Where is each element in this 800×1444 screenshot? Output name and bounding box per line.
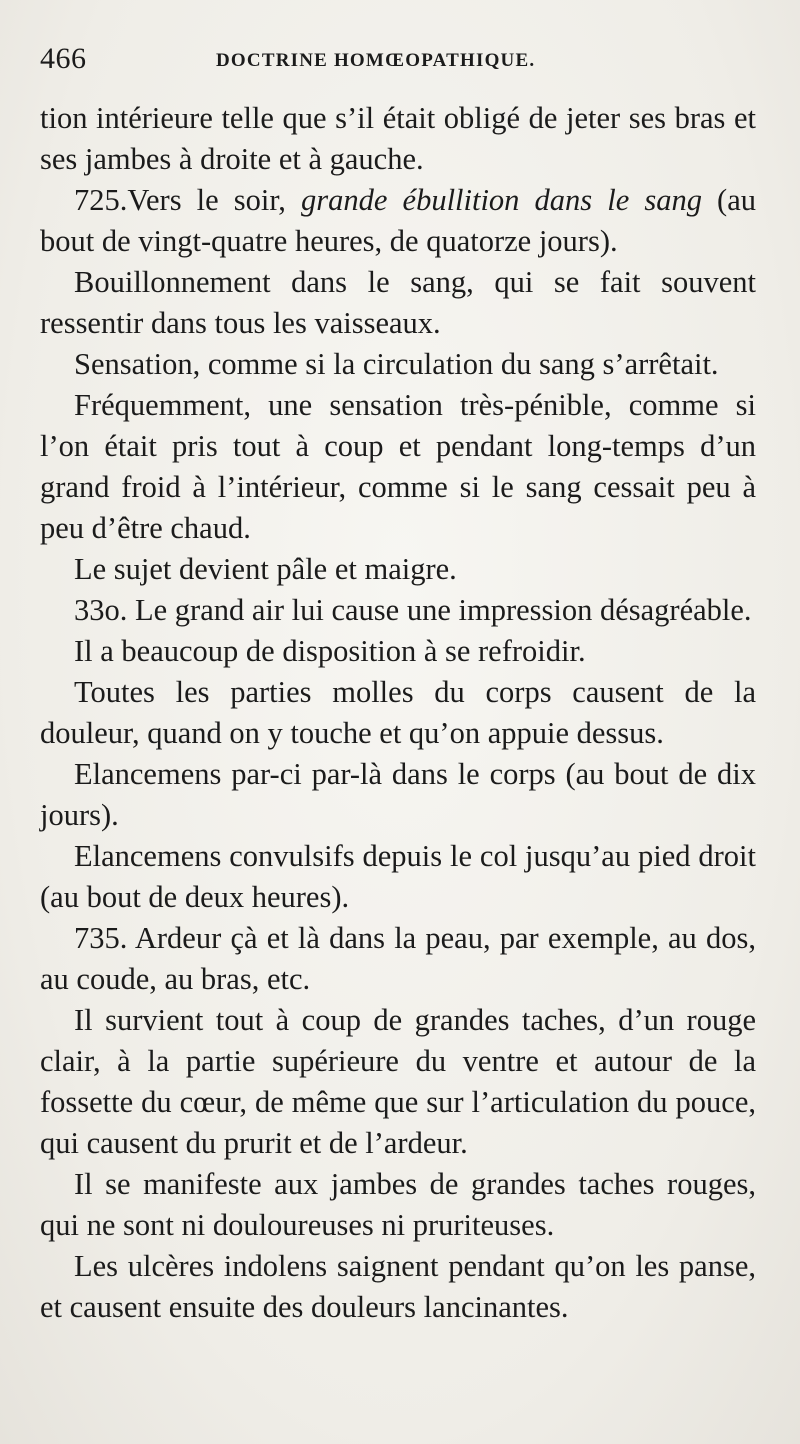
paragraph-8 (40, 631, 756, 672)
paragraph-7 (40, 590, 756, 631)
paragraph-13 (40, 1000, 756, 1164)
section-number: 725. (74, 183, 128, 217)
paragraph-2 (40, 180, 756, 262)
paragraph-text: Il se manifeste aux jambes de grandes taches rouges, qui ne sont ni douloureuses ni pruriteuses. (40, 1167, 756, 1242)
paragraph-4 (40, 344, 756, 385)
paragraph-text: Il a beaucoup de disposition à se refroidir. (74, 634, 586, 668)
paragraph-9 (40, 672, 756, 754)
paragraph-text: Toutes les parties molles du corps causent de la douleur, quand on y touche et qu’on appuie dessus. (40, 675, 756, 750)
paragraph-11 (40, 836, 756, 918)
paragraph-5 (40, 385, 756, 549)
running-head: DOCTRINE HOMŒOPATHIQUE. (216, 50, 536, 71)
paragraph-text: Il survient tout à coup de grandes taches, d’un rouge clair, à la partie supérieure du ventre et autour de la fossette du cœur, de même que sur l’articulation du pouce, qui causent du prurit et de l’ardeur. (40, 1003, 756, 1160)
paragraph-text: Elancemens par-ci par-là dans le corps (au bout de dix jours). (40, 757, 756, 832)
section-number: 735. (74, 921, 128, 955)
body-text (40, 98, 756, 1328)
paragraph-lead: Vers le soir, (127, 183, 302, 217)
paragraph-10 (40, 754, 756, 836)
paragraph-text: Ardeur çà et là dans la peau, par exemple, au dos, au coude, au bras, etc. (40, 921, 756, 996)
paragraph-text: Les ulcères indolens saignent pendant qu’on les panse, et causent ensuite des douleurs lancinantes. (40, 1249, 756, 1324)
paragraph-text: Bouillonnement dans le sang, qui se fait souvent ressentir dans tous les vaisseaux. (40, 265, 756, 340)
paragraph-rest: (au bout de vingt-quatre heures, de quatorze jours). (40, 183, 757, 258)
page-number: 466 (40, 42, 87, 75)
italic-phrase: grande ébullition dans le sang (301, 183, 702, 217)
paragraph-12 (40, 918, 756, 1000)
paragraph-14 (40, 1164, 756, 1246)
page-header (40, 36, 756, 92)
paragraph-text: Elancemens convulsifs depuis le col jusqu’au pied droit (au bout de deux heures). (40, 839, 756, 914)
paragraph-15 (40, 1246, 756, 1328)
paragraph-text: Le sujet devient pâle et maigre. (74, 552, 457, 586)
paragraph-text: Sensation, comme si la circulation du sang s’arrêtait. (74, 347, 719, 381)
paragraph-text: Fréquemment, une sensation très-pénible, comme si l’on était pris tout à coup et pendant long-temps d’un grand froid à l’intérieur, comme si le sang cessait peu à peu d’être chaud. (40, 388, 756, 545)
paragraph-text: tion intérieure telle que s’il était obligé de jeter ses bras et ses jambes à droite et à gauche. (40, 101, 756, 176)
paragraph-6 (40, 549, 756, 590)
section-number: 33o. (74, 593, 128, 627)
paragraph-1 (40, 98, 756, 180)
paragraph-3 (40, 262, 756, 344)
paragraph-text: Le grand air lui cause une impression désagréable. (127, 593, 752, 627)
